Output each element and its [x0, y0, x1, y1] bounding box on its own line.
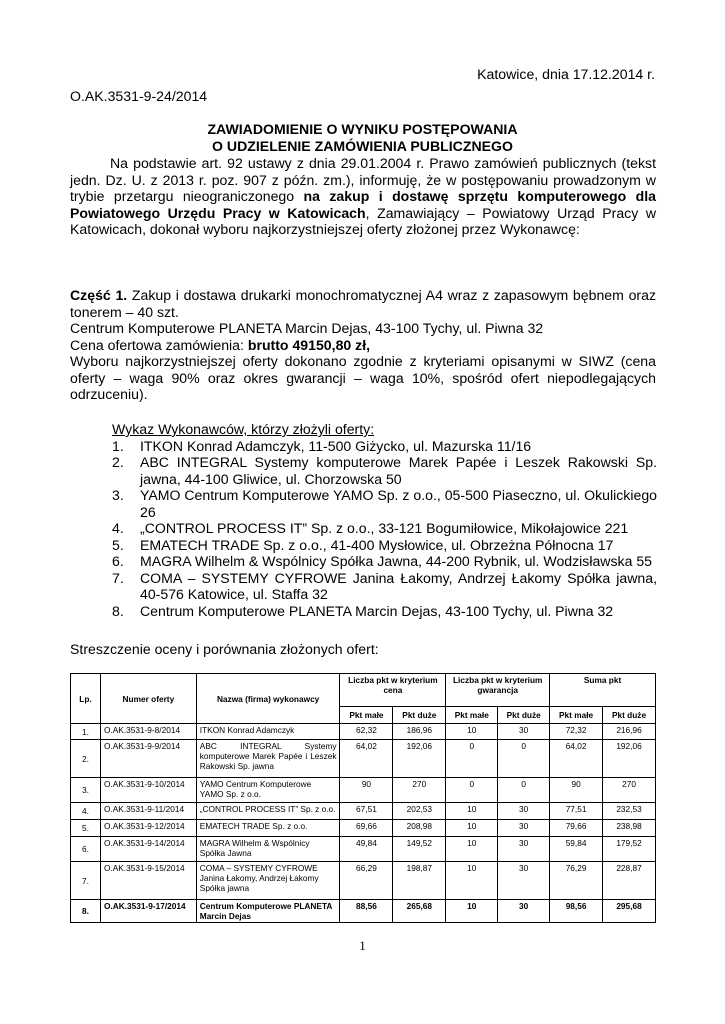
row-sum-small: 76,29	[550, 862, 603, 900]
row-lp: 1.	[71, 724, 101, 740]
offer-text: COMA – SYSTEMY CYFROWE Janina Łakomy, Andrzej Łakomy Spółka jawna, 40-576 Katowice, ul. Staffa 32	[140, 569, 657, 602]
row-price-small: 49,84	[340, 837, 393, 862]
offer-text: Centrum Komputerowe PLANETA Marcin Dejas, 43-100 Tychy, ul. Piwna 32	[140, 602, 614, 619]
offer-list-item	[112, 570, 657, 603]
row-lp: 2.	[71, 740, 101, 778]
offers-list	[112, 438, 657, 620]
intro-paragraph	[70, 155, 656, 238]
offer-list-item	[112, 438, 657, 455]
table-row	[71, 740, 656, 778]
row-sum-large: 238,98	[603, 820, 656, 837]
row-offer-number: O.AK.3531-9-9/2014	[100, 740, 196, 778]
row-warranty-large: 30	[498, 900, 550, 923]
part-criteria: Wyboru najkorzystniejszej oferty dokonano zgodnie z kryteriami opisanymi w SIWZ (cena oferty – waga 90% oraz okres gwarancji – waga 10%, spośród ofert niepodlegających odrzuceniu).	[70, 353, 656, 402]
offers-section	[112, 421, 657, 619]
offer-number: 4.	[112, 520, 124, 536]
row-sum-small: 79,66	[550, 820, 603, 837]
row-warranty-large: 30	[498, 803, 550, 820]
part-section	[70, 287, 656, 403]
header-contractor-name: Nazwa (firma) wykonawcy	[196, 674, 340, 724]
offer-number: 2.	[112, 454, 124, 470]
row-sum-small: 77,51	[550, 803, 603, 820]
reference-number: O.AK.3531-9-24/2014	[70, 88, 208, 104]
row-warranty-large: 30	[498, 724, 550, 740]
row-contractor-name: ABC INTEGRAL Systemy komputerowe Marek Papée i Leszek Rakowski Sp. jawna	[196, 740, 340, 778]
header-price-criterion: Liczba pkt w kryterium cena	[340, 674, 446, 707]
part-label: Część 1.	[70, 287, 128, 303]
row-warranty-large: 0	[498, 778, 550, 803]
header-price-large: Pkt duże	[393, 707, 446, 724]
row-offer-number: O.AK.3531-9-17/2014	[100, 900, 196, 923]
price-value: brutto 49150,80 zł,	[247, 336, 371, 353]
offer-text: MAGRA Wilhelm & Wspólnicy Spółka Jawna, 44-200 Rybnik, ul. Wodzisławska 55	[140, 553, 653, 569]
row-offer-number: O.AK.3531-9-8/2014	[100, 724, 196, 740]
row-offer-number: O.AK.3531-9-11/2014	[100, 803, 196, 820]
row-price-large: 192,06	[393, 740, 446, 778]
row-sum-large: 192,06	[603, 740, 656, 778]
row-price-small: 66,29	[340, 862, 393, 900]
row-lp: 3.	[71, 778, 101, 803]
intro-text-bold: na zakup i dostawę sprzętu komputerowego dla Powiatowego Urzędu Pracy w Katowicach	[70, 188, 657, 221]
row-price-small: 88,56	[340, 900, 393, 923]
offer-list-item	[112, 537, 657, 554]
part-winner: Centrum Komputerowe PLANETA Marcin Dejas, 43-100 Tychy, ul. Piwna 32	[70, 320, 544, 336]
row-sum-small: 98,56	[550, 900, 603, 923]
row-warranty-large: 0	[498, 740, 550, 778]
row-warranty-small: 0	[446, 740, 498, 778]
header-warranty-large: Pkt duże	[498, 707, 550, 724]
row-lp: 5.	[71, 820, 101, 837]
row-contractor-name: „CONTROL PROCESS IT” Sp. z o.o.	[196, 803, 340, 820]
table-row	[71, 862, 656, 900]
table-row	[71, 837, 656, 862]
table-row	[71, 724, 656, 740]
row-price-large: 265,68	[393, 900, 446, 923]
offer-text: YAMO Centrum Komputerowe YAMO Sp. z o.o., 05-500 Piaseczno, ul. Okulickiego 26	[140, 487, 658, 520]
offer-text: EMATECH TRADE Sp. z o.o., 41-400 Mysłowice, ul. Obrzeżna Północna 17	[140, 536, 614, 553]
row-warranty-large: 30	[498, 837, 550, 862]
header-warranty-small: Pkt małe	[446, 707, 498, 724]
row-price-small: 67,51	[340, 803, 393, 820]
summary-heading: Streszczenie oceny i porównania złożonych ofert:	[70, 641, 379, 657]
offer-list-item	[112, 520, 657, 537]
row-offer-number: O.AK.3531-9-10/2014	[100, 778, 196, 803]
row-sum-large: 228,87	[603, 862, 656, 900]
row-price-small: 90	[340, 778, 393, 803]
row-warranty-small: 0	[446, 778, 498, 803]
results-table-body	[71, 724, 656, 923]
part-heading	[70, 287, 656, 320]
header-warranty-criterion: Liczba pkt w kryterium gwarancja	[446, 674, 550, 707]
row-warranty-small: 10	[446, 862, 498, 900]
offer-text: „CONTROL PROCESS IT” Sp. z o.o., 33-121 Bogumiłowice, Mikołajowice 221	[140, 520, 629, 536]
offer-number: 1.	[112, 437, 124, 454]
header-lp: Lp.	[71, 674, 101, 724]
row-sum-large: 270	[603, 778, 656, 803]
offers-title: Wykaz Wykonawców, którzy złożyli oferty:	[112, 421, 375, 437]
page-number: 1	[359, 938, 366, 953]
row-price-large: 186,96	[393, 724, 446, 740]
document-title-line-2: O UDZIELENIE ZAMÓWIENIA PUBLICZNEGO	[212, 138, 513, 154]
header-sum-large: Pkt duże	[603, 707, 656, 724]
intro-text-a: Na podstawie art. 92 ustawy z dnia 29.01.2004 r. Prawo zamówień publicznych (tekst jedn. Dz. U. z 2013 r. poz. 907 z późn. zm.), informuję, że w postępowaniu prowadzonym w trybie przetargu nieograniczonego	[70, 155, 656, 204]
row-lp: 7.	[71, 862, 101, 900]
row-warranty-small: 10	[446, 803, 498, 820]
row-sum-small: 90	[550, 778, 603, 803]
row-contractor-name: EMATECH TRADE Sp. z o.o.	[196, 820, 340, 837]
row-contractor-name: ITKON Konrad Adamczyk	[196, 724, 340, 740]
row-warranty-small: 10	[446, 900, 498, 923]
header-sum-small: Pkt małe	[550, 707, 603, 724]
row-sum-large: 216,96	[603, 724, 656, 740]
offer-number: 7.	[112, 569, 124, 586]
row-sum-large: 232,53	[603, 803, 656, 820]
offer-number: 8.	[112, 602, 124, 619]
offer-number: 5.	[112, 536, 124, 553]
row-price-large: 270	[393, 778, 446, 803]
results-table	[70, 673, 656, 923]
offer-number: 6.	[112, 553, 124, 569]
header-offer-number: Numer oferty	[100, 674, 196, 724]
row-price-large: 198,87	[393, 862, 446, 900]
table-row	[71, 820, 656, 837]
row-price-small: 62,32	[340, 724, 393, 740]
offer-list-item	[112, 487, 657, 520]
row-warranty-small: 10	[446, 837, 498, 862]
document-date: Katowice, dnia 17.12.2014 r.	[477, 66, 655, 82]
row-lp: 8.	[71, 900, 101, 923]
offer-number: 3.	[112, 487, 124, 503]
offer-text: ABC INTEGRAL Systemy komputerowe Marek Papée i Leszek Rakowski Sp. jawna, 44-100 Gliwice, ul. Chorzowska 50	[140, 454, 657, 487]
row-contractor-name: MAGRA Wilhelm & Wspólnicy Spółka Jawna	[196, 837, 340, 862]
row-warranty-large: 30	[498, 820, 550, 837]
header-price-small: Pkt małe	[340, 707, 393, 724]
offer-text: ITKON Konrad Adamczyk, 11-500 Giżycko, ul. Mazurska 11/16	[140, 437, 532, 454]
row-warranty-small: 10	[446, 724, 498, 740]
row-sum-large: 295,68	[603, 900, 656, 923]
row-offer-number: O.AK.3531-9-12/2014	[100, 820, 196, 837]
row-price-large: 202,53	[393, 803, 446, 820]
row-contractor-name: Centrum Komputerowe PLANETA Marcin Dejas	[196, 900, 340, 923]
row-price-large: 208,98	[393, 820, 446, 837]
row-warranty-large: 30	[498, 862, 550, 900]
row-price-large: 149,52	[393, 837, 446, 862]
row-offer-number: O.AK.3531-9-14/2014	[100, 837, 196, 862]
row-offer-number: O.AK.3531-9-15/2014	[100, 862, 196, 900]
table-row	[71, 900, 656, 923]
price-label: Cena ofertowa zamówienia:	[70, 336, 248, 353]
header-sum: Suma pkt	[550, 674, 656, 707]
offer-list-item	[112, 603, 657, 620]
row-price-small: 64,02	[340, 740, 393, 778]
document-title-line-1: ZAWIADOMIENIE O WYNIKU POSTĘPOWANIA	[207, 121, 518, 137]
offer-list-item	[112, 454, 657, 487]
part-description: Zakup i dostawa drukarki monochromatycznej A4 wraz z zapasowym bębnem oraz tonerem – 40 szt.	[70, 287, 656, 320]
row-contractor-name: COMA – SYSTEMY CYFROWE Janina Łakomy, Andrzej Łakomy Spółka jawna	[196, 862, 340, 900]
offer-list-item	[112, 553, 657, 570]
row-price-small: 69,66	[340, 820, 393, 837]
row-sum-small: 72,32	[550, 724, 603, 740]
row-lp: 4.	[71, 803, 101, 820]
row-sum-small: 64,02	[550, 740, 603, 778]
row-warranty-small: 10	[446, 820, 498, 837]
part-price	[70, 337, 656, 354]
row-sum-large: 179,52	[603, 837, 656, 862]
table-row	[71, 778, 656, 803]
table-row	[71, 803, 656, 820]
row-sum-small: 59,84	[550, 837, 603, 862]
row-contractor-name: YAMO Centrum Komputerowe YAMO Sp. z o.o.	[196, 778, 340, 803]
row-lp: 6.	[71, 837, 101, 862]
intro-text-b: , Zamawiający – Powiatowy Urząd Pracy w Katowicach, dokonał wyboru najkorzystniejszej oferty złożonej przez Wykonawcę:	[70, 204, 656, 237]
